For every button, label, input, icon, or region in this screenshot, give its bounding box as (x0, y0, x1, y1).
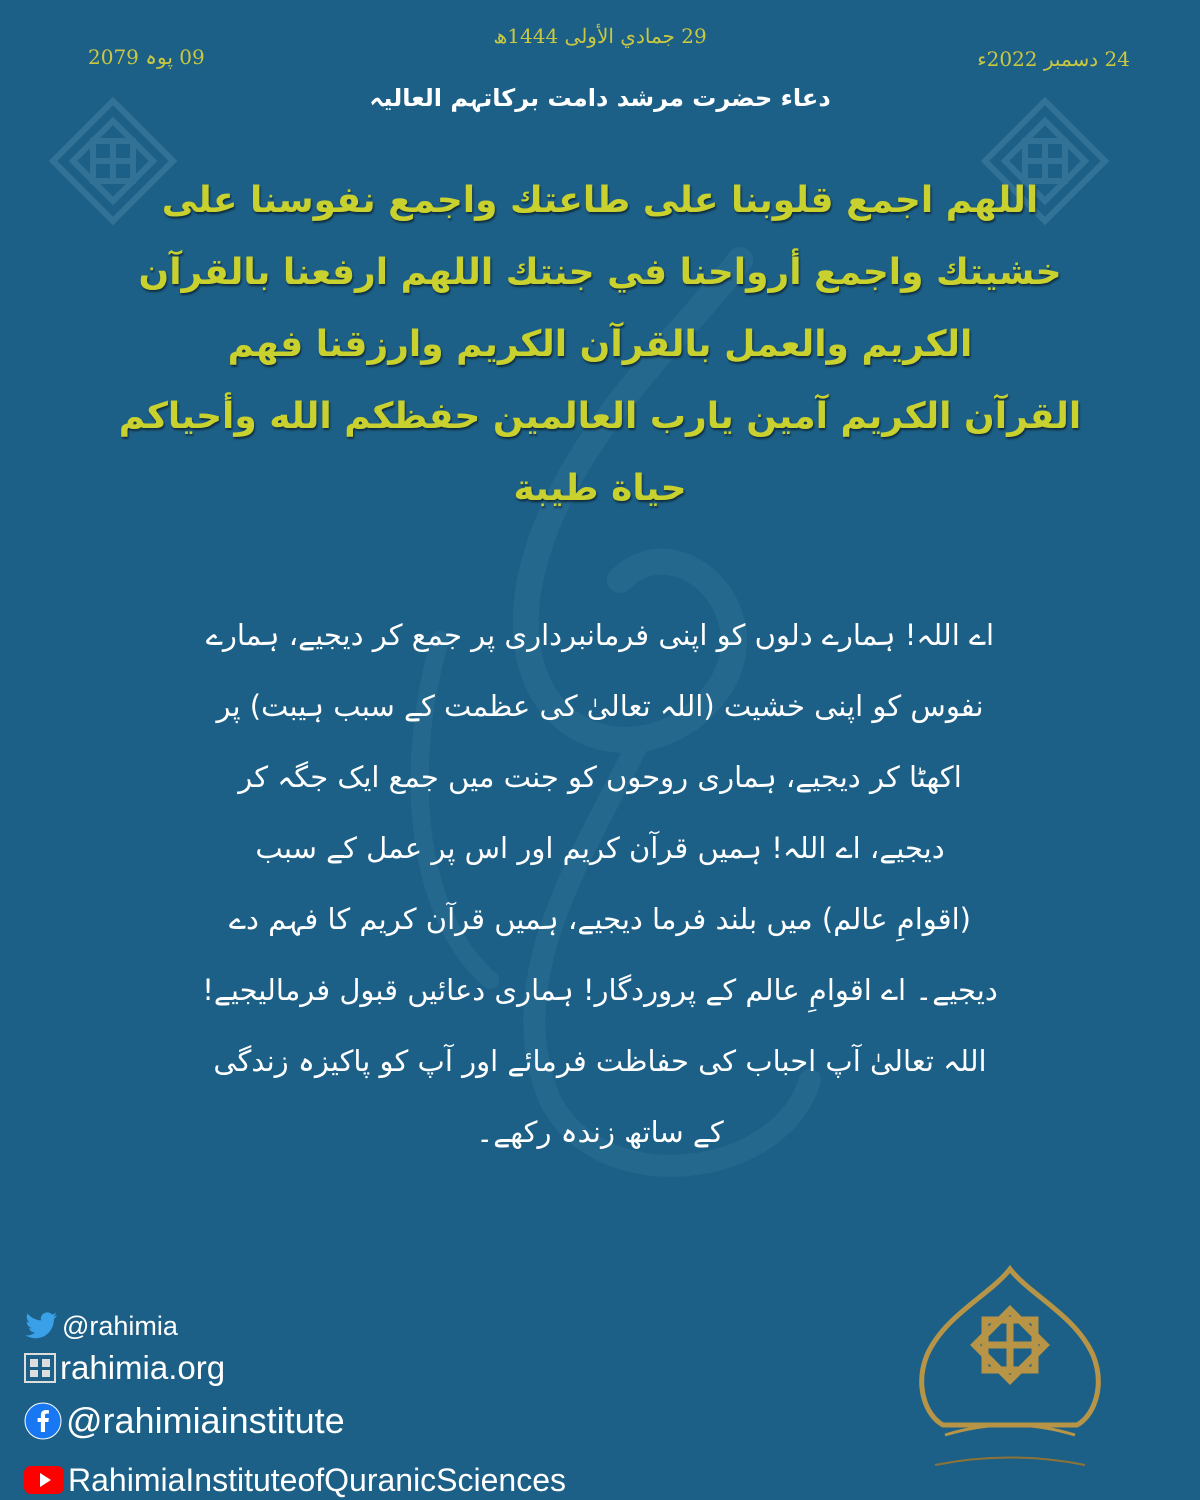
website-url: rahimia.org (60, 1349, 226, 1386)
urdu-translation-line: نفوس کو اپنی خشیت (اللہ تعالیٰ کی عظمت کے سبب ہیبت) پر (216, 689, 984, 723)
website-link[interactable] (24, 1346, 664, 1390)
urdu-translation-line: دیجیے، اے اللہ! ہمیں قرآن کریم اور اس پر عمل کے سبب (255, 831, 945, 865)
rahimia-logo-emblem (905, 1265, 1115, 1490)
urdu-translation-line: کے ساتھ زندہ رکھے۔ (476, 1115, 724, 1149)
urdu-translation-line: اکھٹا کر دیجیے، ہماری روحوں کو جنت میں جمع ایک جگہ کر (238, 760, 962, 794)
youtube-link[interactable] (24, 1452, 664, 1500)
arabic-dua-line: حياة طيبة (513, 468, 687, 509)
urdu-translation (170, 600, 1030, 1168)
facebook-link[interactable] (24, 1392, 664, 1450)
arabic-dua-line: القرآن الكريم آمين يارب العالمين حفظكم الله وأحياكم (118, 396, 1082, 437)
twitter-link[interactable] (24, 1308, 664, 1344)
gregorian-date: 24 دسمبر 2022ء (977, 47, 1130, 71)
social-links (24, 1308, 664, 1500)
arabic-dua-line: اللهم اجمع قلوبنا على طاعتك واجمع نفوسنا على (161, 180, 1039, 221)
youtube-icon (24, 1466, 64, 1494)
arabic-dua (100, 165, 1100, 525)
urdu-translation-line: (اقوامِ عالم) میں بلند فرما دیجیے، ہمیں قرآن کریم کا فہم دے (229, 902, 971, 936)
dua-title: دعاء حضرت مرشد دامت برکاتہم العالیہ (369, 84, 831, 112)
twitter-handle: @rahimia (62, 1310, 178, 1341)
twitter-icon (24, 1312, 58, 1340)
facebook-handle: @rahimiainstitute (66, 1400, 345, 1441)
urdu-translation-line: دیجیے۔ اے اقوامِ عالم کے پروردگار! ہماری دعائیں قبول فرمالیجیے! (202, 973, 998, 1007)
arabic-dua-line: الكريم والعمل بالقرآن الكريم وارزقنا فهم (227, 324, 973, 365)
urdu-translation-line: اللہ تعالیٰ آپ احباب کی حفاظت فرمائے اور آپ کو پاکیزہ زندگی (213, 1044, 987, 1078)
bikrami-date: 09 پوہ 2079 (88, 45, 205, 69)
hijri-date: 29 جمادي الأولى 1444ھ (493, 24, 707, 48)
rahimia-logo (905, 1265, 1115, 1490)
web-icon (24, 1353, 56, 1383)
youtube-channel: RahimiaInstituteofQuranicSciences (68, 1461, 567, 1498)
urdu-translation-line: اے اللہ! ہمارے دلوں کو اپنی فرمانبرداری پر جمع کر دیجیے، ہمارے (205, 618, 995, 652)
facebook-icon (24, 1402, 62, 1440)
arabic-dua-line: خشيتك واجمع أرواحنا في جنتك اللهم ارفعنا بالقرآن (138, 252, 1062, 293)
